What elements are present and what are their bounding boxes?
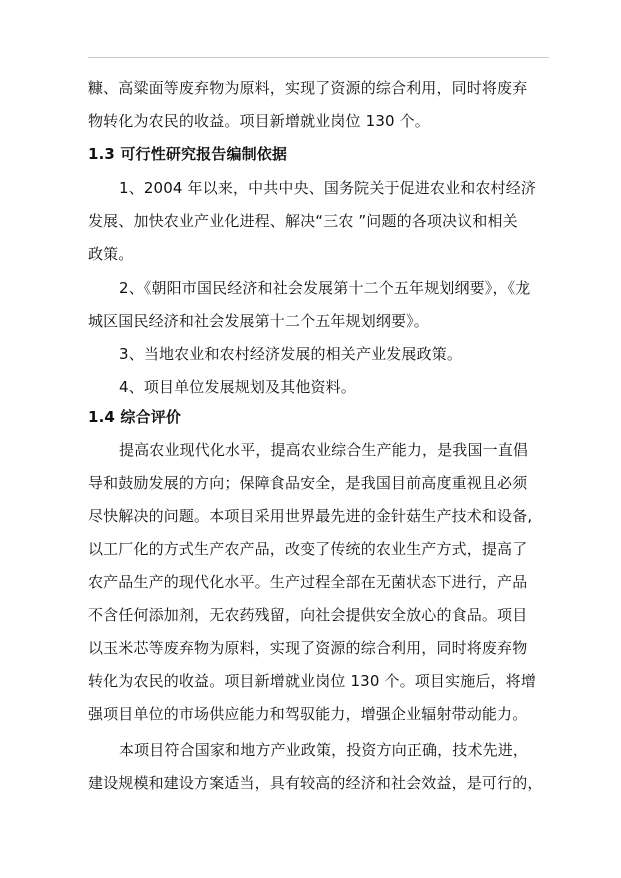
- paragraph-line: 提高农业现代化水平，提高农业综合生产能力，是我国一直倡: [119, 441, 529, 459]
- paragraph-line: 4、项目单位发展规划及其他资料。: [119, 378, 356, 396]
- paragraph-line: 1、2004 年以来，中共中央、国务院关于促进农业和农村经济: [119, 179, 536, 197]
- paragraph-line: 导和鼓励发展的方向；保障食品安全，是我国目前高度重视且必须: [88, 474, 528, 492]
- section-heading: 1.4 综合评价: [88, 408, 181, 426]
- paragraph-line: 以工厂化的方式生产农产品，改变了传统的农业生产方式，提高了: [88, 540, 528, 558]
- paragraph-line: 政策。: [88, 245, 134, 263]
- paragraph-line: 强项目单位的市场供应能力和驾驭能力，增强企业辐射带动能力。: [88, 705, 528, 723]
- paragraph-line: 转化为农民的收益。项目新增就业岗位 130 个。项目实施后，将增: [88, 672, 536, 690]
- paragraph-line: 物转化为农民的收益。项目新增就业岗位 130 个。: [88, 112, 430, 130]
- paragraph-line: 农产品生产的现代化水平。生产过程全部在无菌状态下进行，产品: [88, 573, 528, 591]
- paragraph-line: 尽快解决的问题。本项目采用世界最先进的金针菇生产技术和设备,: [88, 507, 533, 525]
- paragraph-line: 城区国民经济和社会发展第十二个五年规划纲要》。: [88, 312, 429, 330]
- paragraph-line: 建设规模和建设方案适当，具有较高的经济和社会效益，是可行的，: [88, 774, 543, 792]
- paragraph-line: 本项目符合国家和地方产业政策，投资方向正确，技术先进，: [119, 741, 529, 759]
- paragraph-line: 3、当地农业和农村经济发展的相关产业发展政策。: [119, 345, 462, 363]
- paragraph-line: 以玉米芯等废弃物为原料，实现了资源的综合利用，同时将废弃物: [88, 639, 528, 657]
- header-rule: [88, 57, 549, 58]
- section-heading: 1.3 可行性研究报告编制依据: [88, 145, 288, 163]
- paragraph-line: 2、《朝阳市国民经济和社会发展第十二个五年规划纲要》，《龙: [119, 279, 531, 297]
- paragraph-line: 糠、高粱面等废弃物为原料，实现了资源的综合利用，同时将废弃: [88, 79, 528, 97]
- paragraph-line: 发展、加快农业产业化进程、解决“三农 ”问题的各项决议和相关: [88, 212, 518, 230]
- paragraph-line: 不含任何添加剂，无农药残留，向社会提供安全放心的食品。项目: [88, 606, 528, 624]
